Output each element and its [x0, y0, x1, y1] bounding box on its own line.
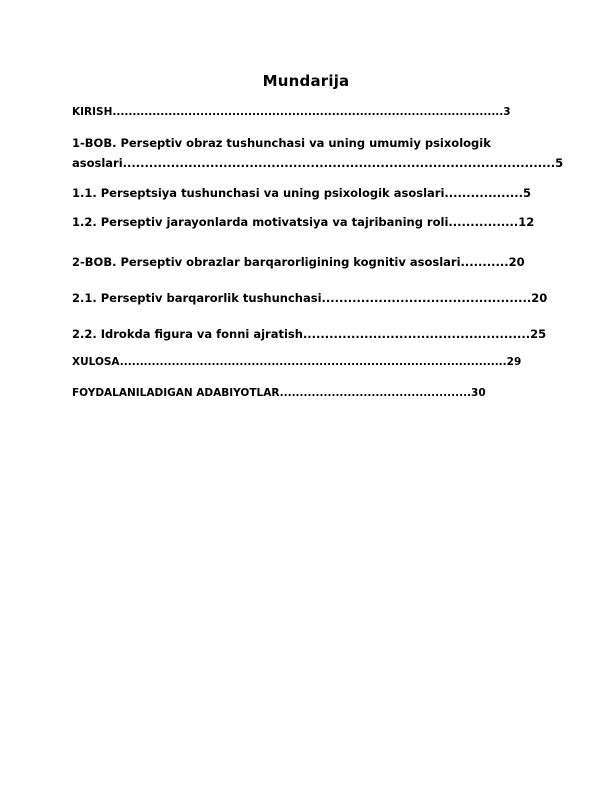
- toc-entry-kirish: KIRISH..................................................................................................3: [72, 106, 511, 118]
- toc-entry-xulosa: XULOSA.................................................................................................29: [72, 356, 522, 368]
- toc-entry-section-2-2: 2.2. Idrokda figura va fonni ajratish....................................................25: [72, 327, 547, 341]
- toc-entry-chapter-1-line-1: 1-BOB. Perseptiv obraz tushunchasi va uning umumiy psixologik: [72, 136, 491, 150]
- page-title: Mundarija: [262, 72, 350, 90]
- toc-entry-chapter-2: 2-BOB. Perseptiv obrazlar barqarorligining kognitiv asoslari...........20: [72, 255, 525, 269]
- toc-entry-section-1-1: 1.1. Perseptsiya tushunchasi va uning psixologik asoslari..................5: [72, 186, 532, 200]
- toc-entry-section-1-2: 1.2. Perseptiv jarayonlarda motivatsiya va tajribaning roli................12: [72, 215, 535, 229]
- toc-entry-adabiyotlar: FOYDALANILADIGAN ADABIYOTLAR................................................30: [72, 387, 486, 399]
- toc-entry-chapter-1-line-2: asoslari...................................................................................................5: [72, 156, 564, 170]
- toc-entry-section-2-1: 2.1. Perseptiv barqarorlik tushunchasi................................................20: [72, 291, 548, 305]
